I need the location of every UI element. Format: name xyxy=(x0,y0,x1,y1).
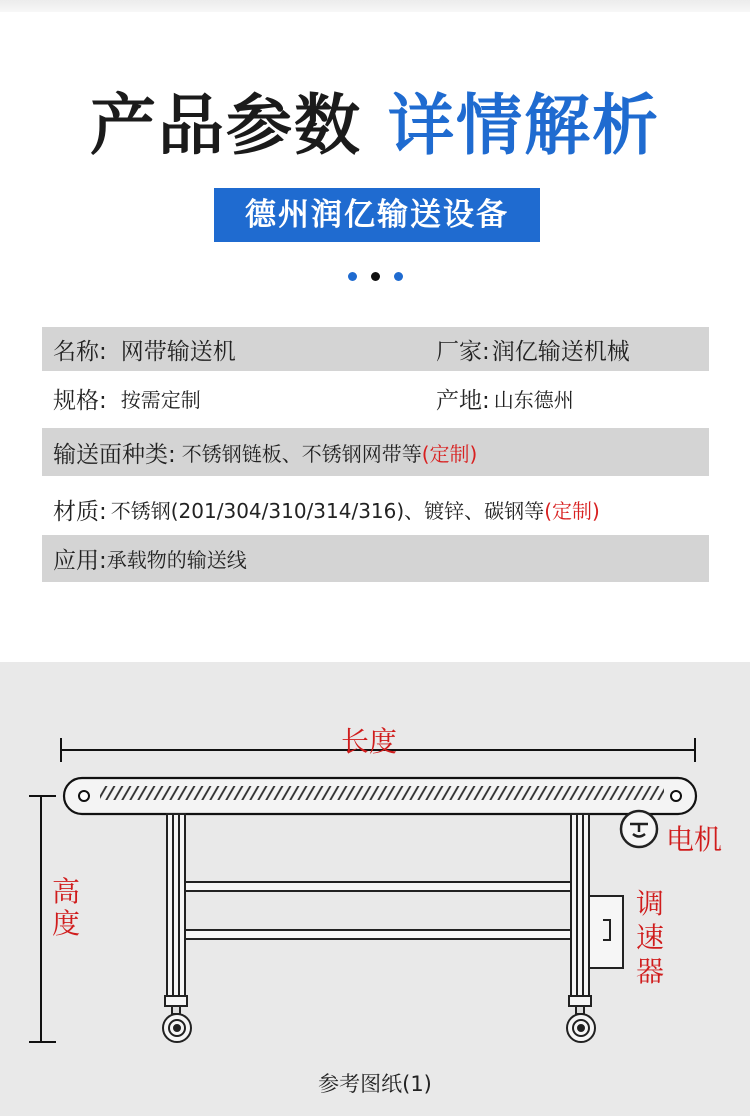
company-banner: 德州润亿输送设备 xyxy=(214,188,540,242)
material-value: 不锈钢(201/304/310/314/316)、镀锌、碳钢等 xyxy=(110,498,545,523)
origin-cell xyxy=(436,374,574,422)
spec-row-material xyxy=(42,485,709,533)
motor-label: 电机 xyxy=(666,823,723,856)
top-strip xyxy=(0,0,750,12)
maker-value: 润亿输送机械 xyxy=(491,338,630,365)
usage-value: 承载物的输送线 xyxy=(106,548,247,572)
dot-dark-center xyxy=(371,272,380,281)
surface-custom-note: (定制) xyxy=(421,441,478,466)
spec-row-surface xyxy=(42,428,709,476)
surface-label: 输送面种类: xyxy=(53,441,176,468)
usage-label: 应用: xyxy=(53,548,107,574)
spec-row-spec-origin xyxy=(42,374,709,422)
spec-value: 按需定制 xyxy=(120,387,201,412)
height-label-bottom: 度 xyxy=(52,907,81,940)
spec-cell xyxy=(53,374,201,422)
spec-row-name-maker xyxy=(42,327,709,371)
origin-label: 产地: xyxy=(436,387,490,414)
decorative-dots xyxy=(0,266,750,285)
length-label: 长度 xyxy=(341,725,398,758)
dot-blue-right xyxy=(394,272,403,281)
left-leg xyxy=(165,814,187,1014)
speed-controller-box xyxy=(589,896,623,968)
surface-value: 不锈钢链板、不锈钢网带等 xyxy=(181,441,422,466)
page-title xyxy=(0,86,750,166)
title-dark: 产品参数 xyxy=(90,87,362,164)
drawing-caption: 参考图纸(1) xyxy=(318,1072,432,1096)
usage-cell xyxy=(53,535,247,582)
material-label: 材质: xyxy=(53,498,107,525)
material-cell xyxy=(53,485,600,533)
speed-controller-label-2: 速 xyxy=(636,921,665,954)
dot-blue-left xyxy=(348,272,357,281)
maker-cell xyxy=(436,327,630,371)
spec-row-usage xyxy=(42,535,709,582)
crossbars xyxy=(185,882,571,939)
maker-label: 厂家: xyxy=(436,338,490,365)
spec-label: 规格: xyxy=(53,387,107,414)
left-caster-wheel xyxy=(163,1014,191,1042)
origin-value: 山东德州 xyxy=(493,387,574,412)
title-blue: 详情解析 xyxy=(388,87,660,164)
surface-cell xyxy=(53,428,477,476)
name-label: 名称: xyxy=(53,338,107,365)
speed-controller-label-3: 器 xyxy=(636,955,665,988)
material-custom-note: (定制) xyxy=(544,498,600,523)
height-label-top: 高 xyxy=(52,875,81,908)
name-value: 网带输送机 xyxy=(120,338,236,365)
name-cell xyxy=(53,327,236,371)
speed-controller-label-1: 调 xyxy=(636,887,665,920)
conveyor-belt xyxy=(64,778,696,814)
right-caster-wheel xyxy=(567,1014,595,1042)
right-leg xyxy=(569,814,591,1014)
motor xyxy=(621,811,657,847)
